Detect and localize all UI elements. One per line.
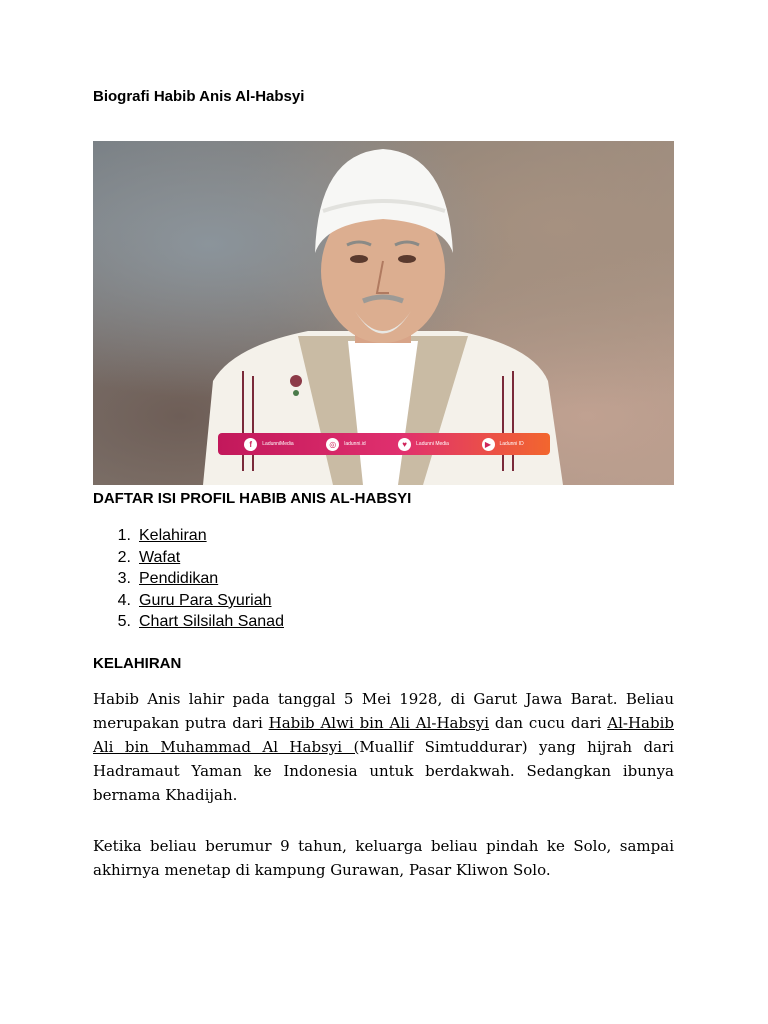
toc-number: 5. [117, 613, 131, 631]
social-media-bar [218, 433, 550, 455]
toc-link-guru-para-syuriah[interactable]: Guru Para Syuriah [139, 591, 272, 609]
link-al-habib-ali[interactable]: Al-Habib Ali bin Muhammad Al Habsyi ( [93, 714, 674, 756]
social-label: ladunni.id [344, 441, 366, 447]
paragraph-text: dan cucu dari [489, 714, 608, 732]
toc-link-kelahiran[interactable]: Kelahiran [139, 527, 207, 544]
toc-item [93, 613, 284, 635]
toc-number: 3. [117, 570, 131, 588]
paragraph-text: Habib Anis lahir pada tanggal 5 Mei 1928, di Garut Jawa Barat. Beliau merupakan putra dari [93, 690, 674, 732]
toc-item [93, 570, 284, 592]
youtube-icon: ▶ [482, 438, 495, 451]
paragraph-relocation: Ketika beliau berumur 9 tahun, keluarga beliau pindah ke Solo, sampai akhirnya menetap di kampung Gurawan, Pasar Kliwon Solo. [93, 837, 674, 879]
toc-link-chart-silsilah-sanad[interactable]: Chart Silsilah Sanad [139, 613, 284, 631]
toc-number: 1. [117, 527, 131, 544]
paragraph-birth [93, 687, 674, 807]
instagram-icon: ◎ [326, 438, 339, 451]
toc-title: DAFTAR ISI PROFIL HABIB ANIS AL-HABSYI [93, 490, 412, 507]
toc-link-wafat[interactable]: Wafat [139, 548, 181, 566]
page-title: Biografi Habib Anis Al-Habsyi [93, 88, 305, 105]
social-item-twitter[interactable] [398, 438, 449, 451]
social-label: Ladunni ID [499, 441, 524, 447]
social-item-instagram[interactable] [326, 438, 365, 451]
social-label: Ladunni Media [416, 441, 449, 447]
social-item-youtube[interactable] [482, 438, 524, 451]
toc-item [93, 592, 284, 614]
facebook-icon: f [244, 438, 257, 451]
social-label: LadunniMedia [262, 441, 294, 447]
twitter-icon: ♥ [398, 438, 411, 451]
toc-number: 4. [117, 591, 131, 609]
toc-link-pendidikan[interactable]: Pendidikan [139, 570, 219, 588]
portrait-photo [93, 141, 674, 485]
paragraph-text: Muallif Simtuddurar) yang hijrah dari Hadramaut Yaman ke Indonesia untuk berdakwah. Sedangkan ibunya bernama Khadijah. [93, 738, 674, 804]
toc-number: 2. [117, 548, 131, 566]
section-heading-kelahiran: KELAHIRAN [93, 655, 182, 672]
social-item-facebook[interactable] [244, 438, 293, 451]
table-of-contents [93, 527, 284, 635]
toc-item [93, 527, 284, 549]
link-habib-alwi[interactable]: Habib Alwi bin Ali Al-Habsyi [268, 714, 490, 732]
toc-item [93, 549, 284, 571]
